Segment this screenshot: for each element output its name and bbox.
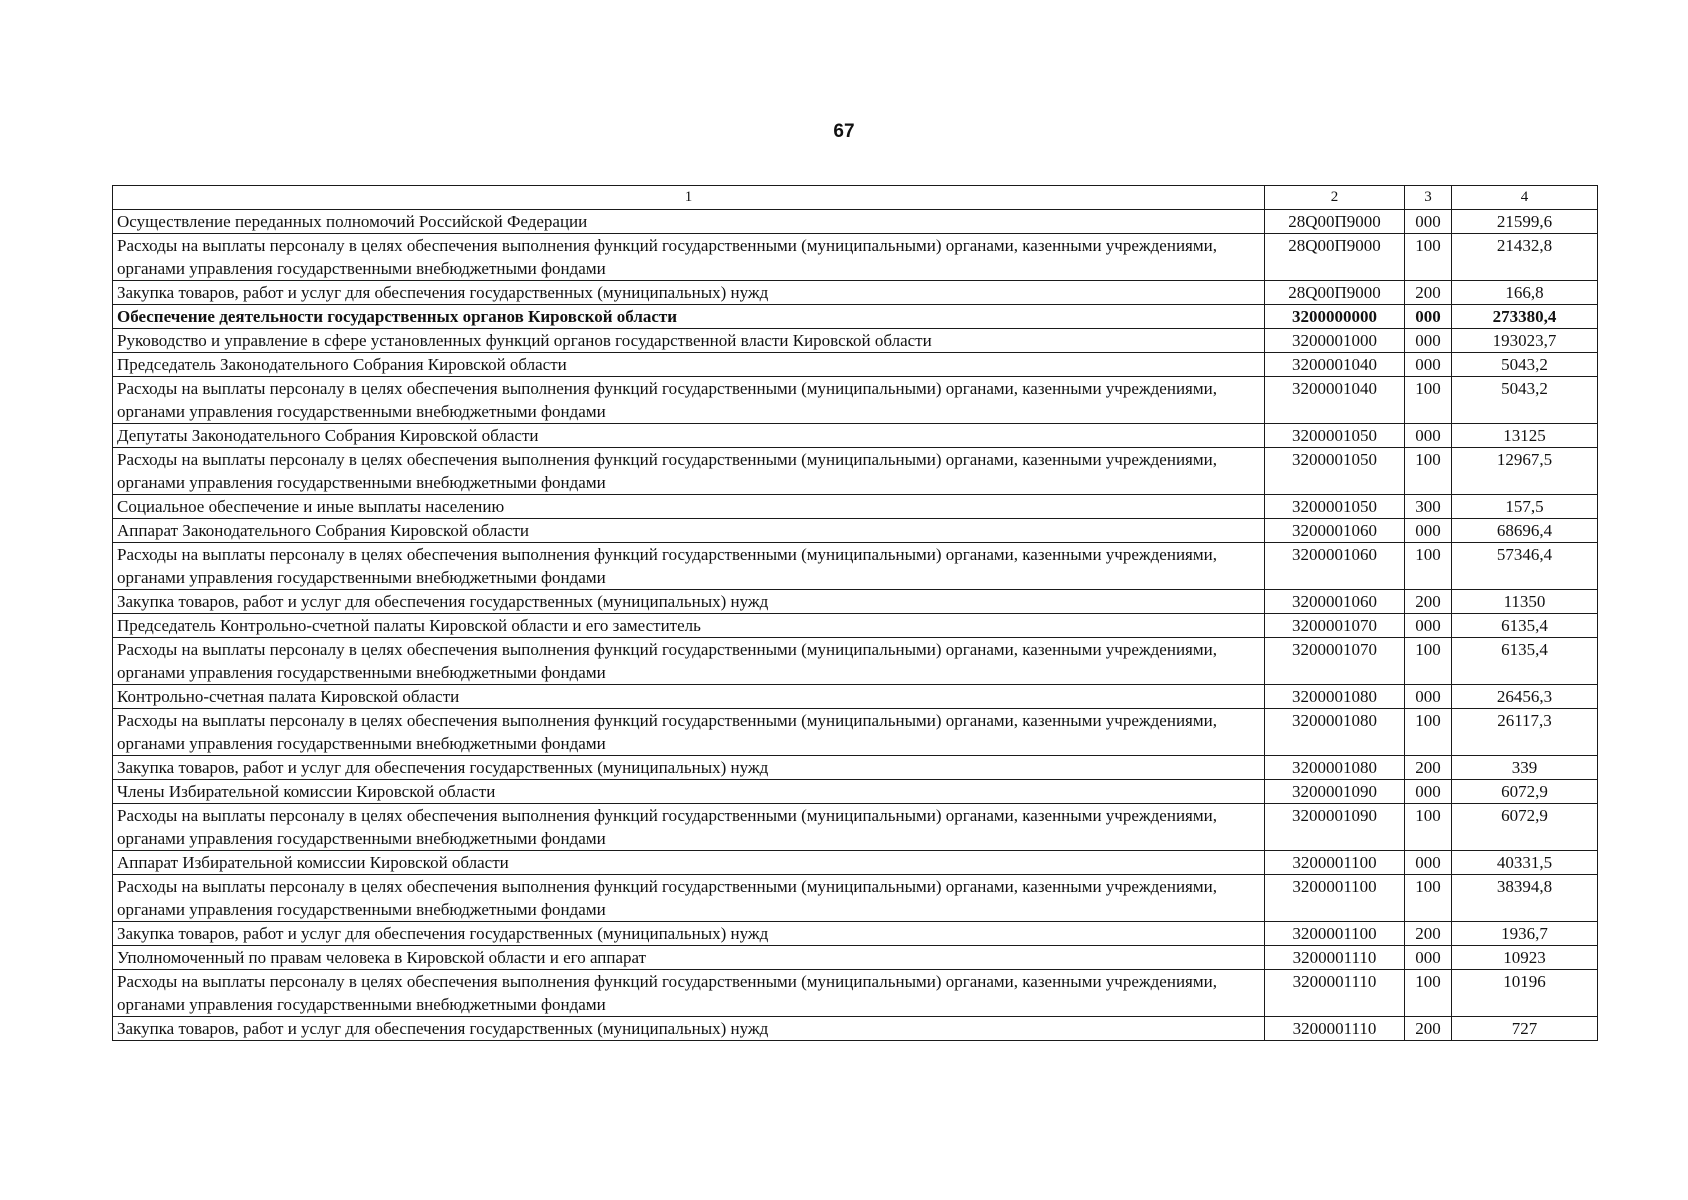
cell-type: 000 <box>1405 329 1452 353</box>
table-row <box>113 590 1598 614</box>
cell-code: 3200001110 <box>1265 970 1405 1017</box>
table-row <box>113 709 1598 756</box>
cell-code: 3200001070 <box>1265 638 1405 685</box>
table-row <box>113 281 1598 305</box>
cell-type: 000 <box>1405 780 1452 804</box>
cell-code: 3200001070 <box>1265 614 1405 638</box>
cell-code: 3200001090 <box>1265 780 1405 804</box>
cell-amount: 10196 <box>1452 970 1598 1017</box>
cell-type: 000 <box>1405 946 1452 970</box>
cell-type: 000 <box>1405 353 1452 377</box>
table-row <box>113 543 1598 590</box>
cell-code: 28Q00П9000 <box>1265 281 1405 305</box>
cell-name: Закупка товаров, работ и услуг для обеспечения государственных (муниципальных) нужд <box>113 756 1265 780</box>
cell-code: 3200000000 <box>1265 305 1405 329</box>
column-header-code: 2 <box>1265 186 1405 210</box>
cell-name: Расходы на выплаты персоналу в целях обеспечения выполнения функций государственными (муниципальными) органами, казенными учреждениями, органами управления государственными внебюджетными фондами <box>113 448 1265 495</box>
cell-type: 100 <box>1405 875 1452 922</box>
cell-amount: 193023,7 <box>1452 329 1598 353</box>
table-row <box>113 448 1598 495</box>
cell-amount: 5043,2 <box>1452 353 1598 377</box>
cell-amount: 5043,2 <box>1452 377 1598 424</box>
table-row <box>113 756 1598 780</box>
cell-amount: 6135,4 <box>1452 638 1598 685</box>
cell-type: 000 <box>1405 424 1452 448</box>
cell-amount: 166,8 <box>1452 281 1598 305</box>
cell-name: Закупка товаров, работ и услуг для обеспечения государственных (муниципальных) нужд <box>113 1017 1265 1041</box>
cell-amount: 12967,5 <box>1452 448 1598 495</box>
table-row <box>113 495 1598 519</box>
cell-name: Расходы на выплаты персоналу в целях обеспечения выполнения функций государственными (муниципальными) органами, казенными учреждениями, органами управления государственными внебюджетными фондами <box>113 234 1265 281</box>
table-row <box>113 329 1598 353</box>
cell-amount: 6072,9 <box>1452 804 1598 851</box>
cell-name: Расходы на выплаты персоналу в целях обеспечения выполнения функций государственными (муниципальными) органами, казенными учреждениями, органами управления государственными внебюджетными фондами <box>113 875 1265 922</box>
cell-name: Аппарат Избирательной комиссии Кировской области <box>113 851 1265 875</box>
cell-amount: 11350 <box>1452 590 1598 614</box>
cell-code: 3200001060 <box>1265 519 1405 543</box>
cell-type: 000 <box>1405 210 1452 234</box>
cell-code: 3200001080 <box>1265 756 1405 780</box>
cell-code: 3200001080 <box>1265 685 1405 709</box>
table-body <box>113 210 1598 1041</box>
table-row <box>113 234 1598 281</box>
page-number: 67 <box>833 121 855 142</box>
cell-code: 3200001050 <box>1265 448 1405 495</box>
cell-name: Расходы на выплаты персоналу в целях обеспечения выполнения функций государственными (муниципальными) органами, казенными учреждениями, органами управления государственными внебюджетными фондами <box>113 970 1265 1017</box>
table-row <box>113 614 1598 638</box>
cell-type: 100 <box>1405 234 1452 281</box>
cell-name: Члены Избирательной комиссии Кировской области <box>113 780 1265 804</box>
cell-name: Обеспечение деятельности государственных органов Кировской области <box>113 305 1265 329</box>
cell-code: 3200001040 <box>1265 377 1405 424</box>
cell-amount: 339 <box>1452 756 1598 780</box>
cell-type: 200 <box>1405 590 1452 614</box>
cell-name: Закупка товаров, работ и услуг для обеспечения государственных (муниципальных) нужд <box>113 281 1265 305</box>
table-row <box>113 851 1598 875</box>
table-row <box>113 1017 1598 1041</box>
table-row <box>113 970 1598 1017</box>
cell-name: Аппарат Законодательного Собрания Кировской области <box>113 519 1265 543</box>
cell-type: 200 <box>1405 922 1452 946</box>
cell-code: 3200001050 <box>1265 424 1405 448</box>
cell-code: 28Q00П9000 <box>1265 210 1405 234</box>
cell-type: 100 <box>1405 709 1452 756</box>
table-row <box>113 685 1598 709</box>
cell-type: 200 <box>1405 281 1452 305</box>
cell-code: 3200001110 <box>1265 1017 1405 1041</box>
cell-code: 3200001000 <box>1265 329 1405 353</box>
cell-name: Закупка товаров, работ и услуг для обеспечения государственных (муниципальных) нужд <box>113 590 1265 614</box>
cell-code: 3200001060 <box>1265 543 1405 590</box>
cell-name: Руководство и управление в сфере установленных функций органов государственной власти Кировской области <box>113 329 1265 353</box>
budget-table <box>112 185 1598 1041</box>
cell-code: 3200001060 <box>1265 590 1405 614</box>
table-row <box>113 377 1598 424</box>
cell-name: Расходы на выплаты персоналу в целях обеспечения выполнения функций государственными (муниципальными) органами, казенными учреждениями, органами управления государственными внебюджетными фондами <box>113 709 1265 756</box>
table-row <box>113 780 1598 804</box>
cell-amount: 26456,3 <box>1452 685 1598 709</box>
cell-amount: 40331,5 <box>1452 851 1598 875</box>
column-header-type: 3 <box>1405 186 1452 210</box>
cell-amount: 10923 <box>1452 946 1598 970</box>
cell-type: 100 <box>1405 543 1452 590</box>
cell-type: 000 <box>1405 305 1452 329</box>
cell-type: 000 <box>1405 685 1452 709</box>
table-row <box>113 305 1598 329</box>
cell-amount: 1936,7 <box>1452 922 1598 946</box>
cell-code: 3200001100 <box>1265 851 1405 875</box>
cell-amount: 21432,8 <box>1452 234 1598 281</box>
table-row <box>113 210 1598 234</box>
table-row <box>113 922 1598 946</box>
cell-type: 100 <box>1405 970 1452 1017</box>
cell-name: Закупка товаров, работ и услуг для обеспечения государственных (муниципальных) нужд <box>113 922 1265 946</box>
cell-code: 3200001090 <box>1265 804 1405 851</box>
cell-amount: 157,5 <box>1452 495 1598 519</box>
table-row <box>113 946 1598 970</box>
cell-name: Расходы на выплаты персоналу в целях обеспечения выполнения функций государственными (муниципальными) органами, казенными учреждениями, органами управления государственными внебюджетными фондами <box>113 377 1265 424</box>
cell-code: 3200001100 <box>1265 922 1405 946</box>
cell-amount: 727 <box>1452 1017 1598 1041</box>
cell-code: 3200001100 <box>1265 875 1405 922</box>
cell-name: Расходы на выплаты персоналу в целях обеспечения выполнения функций государственными (муниципальными) органами, казенными учреждениями, органами управления государственными внебюджетными фондами <box>113 804 1265 851</box>
cell-type: 000 <box>1405 614 1452 638</box>
table-row <box>113 804 1598 851</box>
table-row <box>113 424 1598 448</box>
cell-type: 000 <box>1405 519 1452 543</box>
cell-name: Председатель Законодательного Собрания Кировской области <box>113 353 1265 377</box>
cell-name: Социальное обеспечение и иные выплаты населению <box>113 495 1265 519</box>
cell-type: 100 <box>1405 638 1452 685</box>
cell-name: Уполномоченный по правам человека в Кировской области и его аппарат <box>113 946 1265 970</box>
table-row <box>113 875 1598 922</box>
cell-name: Осуществление переданных полномочий Российской Федерации <box>113 210 1265 234</box>
cell-type: 100 <box>1405 804 1452 851</box>
cell-type: 200 <box>1405 1017 1452 1041</box>
cell-amount: 68696,4 <box>1452 519 1598 543</box>
cell-name: Расходы на выплаты персоналу в целях обеспечения выполнения функций государственными (муниципальными) органами, казенными учреждениями, органами управления государственными внебюджетными фондами <box>113 638 1265 685</box>
table-row <box>113 353 1598 377</box>
cell-name: Контрольно-счетная палата Кировской области <box>113 685 1265 709</box>
table-header-row <box>113 186 1598 210</box>
cell-type: 100 <box>1405 377 1452 424</box>
cell-amount: 21599,6 <box>1452 210 1598 234</box>
cell-type: 000 <box>1405 851 1452 875</box>
cell-type: 100 <box>1405 448 1452 495</box>
cell-code: 3200001080 <box>1265 709 1405 756</box>
cell-type: 200 <box>1405 756 1452 780</box>
cell-type: 300 <box>1405 495 1452 519</box>
cell-amount: 6072,9 <box>1452 780 1598 804</box>
cell-amount: 13125 <box>1452 424 1598 448</box>
cell-amount: 57346,4 <box>1452 543 1598 590</box>
cell-code: 28Q00П9000 <box>1265 234 1405 281</box>
cell-code: 3200001040 <box>1265 353 1405 377</box>
cell-code: 3200001050 <box>1265 495 1405 519</box>
column-header-amount: 4 <box>1452 186 1598 210</box>
cell-amount: 6135,4 <box>1452 614 1598 638</box>
cell-name: Депутаты Законодательного Собрания Кировской области <box>113 424 1265 448</box>
cell-name: Председатель Контрольно-счетной палаты Кировской области и его заместитель <box>113 614 1265 638</box>
column-header-name: 1 <box>113 186 1265 210</box>
cell-code: 3200001110 <box>1265 946 1405 970</box>
table-row <box>113 638 1598 685</box>
cell-amount: 273380,4 <box>1452 305 1598 329</box>
cell-amount: 26117,3 <box>1452 709 1598 756</box>
cell-amount: 38394,8 <box>1452 875 1598 922</box>
table-row <box>113 519 1598 543</box>
cell-name: Расходы на выплаты персоналу в целях обеспечения выполнения функций государственными (муниципальными) органами, казенными учреждениями, органами управления государственными внебюджетными фондами <box>113 543 1265 590</box>
